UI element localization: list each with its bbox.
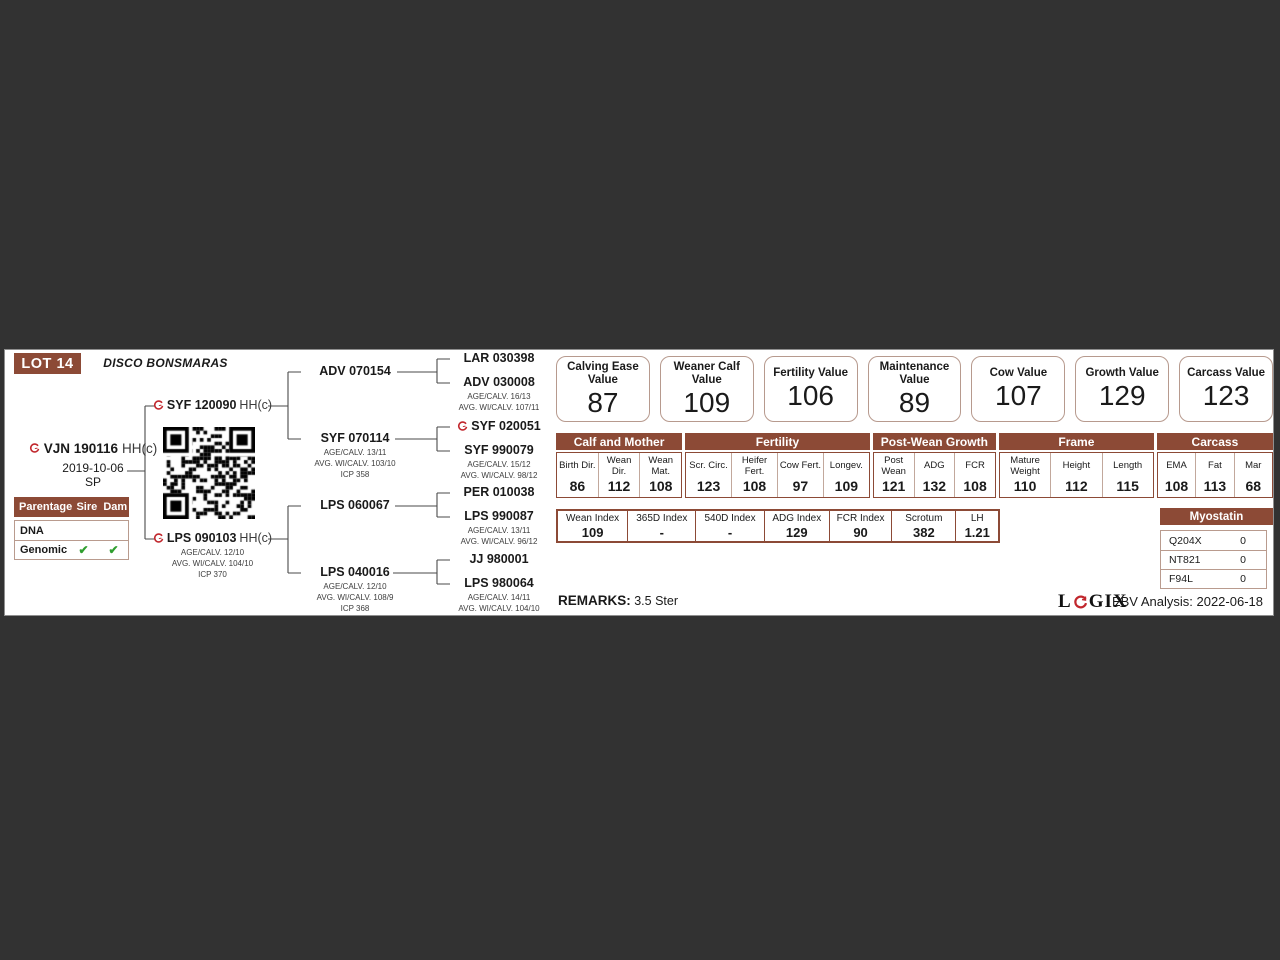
value-box-label: Cow Value — [989, 367, 1048, 379]
ebv-analysis-date: EBV Analysis: 2022-06-18 — [1111, 594, 1263, 609]
logix-o-icon — [1073, 595, 1088, 610]
pedigree-gg4 — [439, 443, 559, 481]
value-box-number: 106 — [787, 380, 834, 411]
stud-book-icon — [153, 533, 164, 544]
dna-row-label: DNA — [20, 524, 44, 537]
myostatin-header: Myostatin — [1160, 508, 1273, 525]
carcass-value-box — [1179, 356, 1273, 422]
animal-id: ADV 030008 — [463, 375, 535, 389]
ebv-cell: Mar 68 — [1234, 453, 1272, 497]
genomic-dam-check: ✔ — [108, 543, 119, 557]
ebv-group-calf-and-mother — [556, 433, 682, 498]
pedigree-gg7 — [439, 552, 559, 567]
ebv-cell: Wean Dir. 112 — [598, 453, 640, 497]
animal-id: PER 010038 — [463, 485, 535, 499]
index-cell: ADG Index 129 — [764, 511, 829, 541]
remarks — [558, 593, 678, 608]
group-cells — [873, 452, 996, 498]
ebv-group-post-wean-growth — [873, 433, 996, 498]
ebv-cell: Cow Fert. 97 — [777, 453, 823, 497]
animal-id: LPS 060067 — [320, 498, 390, 512]
index-cell: 540D Index - — [695, 511, 763, 541]
pedigree-gg6 — [439, 509, 559, 547]
value-box-label: Weaner Calf Value — [673, 360, 740, 386]
animal-id: SYF 020051 — [471, 419, 541, 433]
maintenance-value-box — [868, 356, 962, 422]
group-header: Post-Wean Growth — [873, 433, 996, 450]
subject-animal-id: VJN 190116 — [43, 441, 119, 456]
sire-col-label: Sire — [76, 501, 98, 513]
value-box-number: 109 — [683, 386, 731, 418]
cow-value-box — [971, 356, 1065, 422]
ebv-cell: Wean Mat. 108 — [639, 453, 681, 497]
value-box-number: 89 — [898, 386, 931, 418]
ebv-trait-table — [556, 433, 1273, 498]
animal-id: JJ 980001 — [469, 552, 529, 566]
animal-stats: AGE/CALV. 13/11 AVG. WI/CALV. 96/12 — [460, 526, 538, 546]
breed-code: SP — [84, 475, 101, 489]
animal-id: LPS 090103 — [166, 531, 237, 545]
index-cell: 365D Index - — [627, 511, 695, 541]
group-header: Frame — [999, 433, 1154, 450]
animal-id: SYF 070114 — [320, 431, 390, 445]
group-cells — [556, 452, 682, 498]
genomic-row-label: Genomic — [20, 544, 68, 556]
value-boxes-row — [556, 356, 1273, 422]
animal-stats: AGE/CALV. 12/10 AVG. WI/CALV. 104/10 ICP 370 — [171, 548, 254, 579]
group-header: Calf and Mother — [556, 433, 682, 450]
ebv-group-fertility — [685, 433, 870, 498]
ebv-cell: Heifer Fert. 108 — [731, 453, 777, 497]
animal-id: LPS 040016 — [320, 565, 390, 579]
pedigree-sire-sire — [290, 364, 420, 379]
value-box-label: Fertility Value — [773, 367, 849, 379]
pedigree-gg5 — [439, 485, 559, 500]
animal-suffix: HH(c) — [239, 398, 273, 412]
lot-card — [4, 349, 1274, 616]
index-cell: FCR Index 90 — [829, 511, 891, 541]
birth-date: 2019-10-06 — [62, 461, 124, 475]
pedigree-dam-dam — [290, 565, 420, 614]
animal-id: LPS 990087 — [464, 509, 534, 523]
animal-stats: AGE/CALV. 15/12 AVG. WI/CALV. 98/12 — [460, 460, 538, 480]
table-row: Q204X 0 — [1169, 534, 1246, 547]
index-table — [556, 509, 1000, 543]
value-box-number: 123 — [1202, 380, 1250, 411]
index-cell: LH 1.21 — [955, 511, 998, 541]
index-cell: Wean Index 109 — [566, 512, 620, 540]
group-cells — [1157, 452, 1273, 498]
value-box-number: 129 — [1098, 380, 1146, 411]
ebv-cell: Fat 113 — [1195, 453, 1233, 497]
table-row: NT821 0 — [1161, 550, 1266, 569]
pedigree-dam — [145, 531, 280, 580]
pedigree-sire-dam — [290, 431, 420, 480]
animal-stats: AGE/CALV. 12/10 AVG. WI/CALV. 108/9 ICP 368 — [316, 582, 394, 613]
pedigree-gg3 — [439, 419, 559, 434]
genomic-sire-check: ✔ — [78, 543, 89, 557]
logix-logo: L GIX — [1058, 591, 1128, 612]
farm-title: DISCO BONSMARAS — [103, 356, 228, 370]
growth-value-box — [1075, 356, 1169, 422]
subject-animal-suffix: HH(c) — [122, 441, 158, 456]
ebv-cell: Longev. 109 — [823, 453, 869, 497]
animal-id: LAR 030398 — [463, 351, 535, 365]
pedigree-gg1 — [439, 351, 559, 366]
animal-id: ADV 070154 — [319, 364, 391, 378]
group-cells — [999, 452, 1154, 498]
animal-stats: AGE/CALV. 14/11 AVG. WI/CALV. 104/10 — [458, 593, 540, 613]
index-cell: Scrotum 382 — [891, 511, 955, 541]
ebv-cell: Length 115 — [1102, 453, 1153, 497]
fertility-value-box — [764, 356, 858, 422]
pedigree-gg8 — [439, 576, 559, 614]
group-header: Carcass — [1157, 433, 1273, 450]
ebv-cell: Height 112 — [1050, 453, 1101, 497]
pedigree-sire — [145, 398, 280, 413]
value-box-label: Maintenance Value — [879, 360, 950, 386]
dam-col-label: Dam — [103, 501, 128, 513]
ebv-cell: EMA 108 — [1164, 460, 1189, 494]
stud-book-icon — [153, 400, 164, 411]
ebv-cell: ADG 132 — [914, 453, 955, 497]
value-box-number: 107 — [995, 380, 1042, 411]
lot-number-badge: LOT 14 — [14, 353, 81, 374]
ebv-cell: FCR 108 — [954, 453, 995, 497]
ebv-group-frame — [999, 433, 1154, 498]
animal-id: SYF 120090 — [166, 398, 237, 412]
parentage-col-label: Parentage — [19, 501, 73, 513]
ebv-cell: Post Wean 121 — [881, 455, 906, 494]
table-row: F94L 0 — [1161, 569, 1266, 588]
value-box-label: Carcass Value — [1187, 367, 1266, 379]
calving-ease-value-box — [556, 356, 650, 422]
value-box-label: Growth Value — [1085, 367, 1159, 379]
stud-book-icon — [457, 421, 468, 432]
remarks-value: 3.5 Ster — [634, 594, 679, 608]
pedigree-gg2 — [439, 375, 559, 413]
ebv-cell: Scr. Circ. 123 — [689, 460, 728, 494]
animal-id: SYF 990079 — [464, 443, 534, 457]
animal-stats: AGE/CALV. 16/13 AVG. WI/CALV. 107/11 — [458, 392, 540, 412]
ebv-cell: Birth Dir. 86 — [559, 460, 596, 494]
group-cells — [685, 452, 870, 498]
remarks-label: REMARKS: — [558, 593, 631, 608]
value-box-label: Calving Ease Value — [567, 360, 639, 386]
animal-suffix: HH(c) — [239, 531, 273, 545]
animal-stats: AGE/CALV. 13/11 AVG. WI/CALV. 103/10 ICP 358 — [314, 448, 396, 479]
ebv-cell: Mature Weight 110 — [1010, 455, 1040, 494]
animal-id: LPS 980064 — [464, 576, 534, 590]
myostatin-table — [1160, 530, 1267, 589]
ebv-group-carcass — [1157, 433, 1273, 498]
value-box-number: 87 — [587, 386, 619, 418]
group-header: Fertility — [685, 433, 870, 450]
weaner-calf-value-box — [660, 356, 754, 422]
pedigree-dam-sire — [290, 498, 420, 513]
